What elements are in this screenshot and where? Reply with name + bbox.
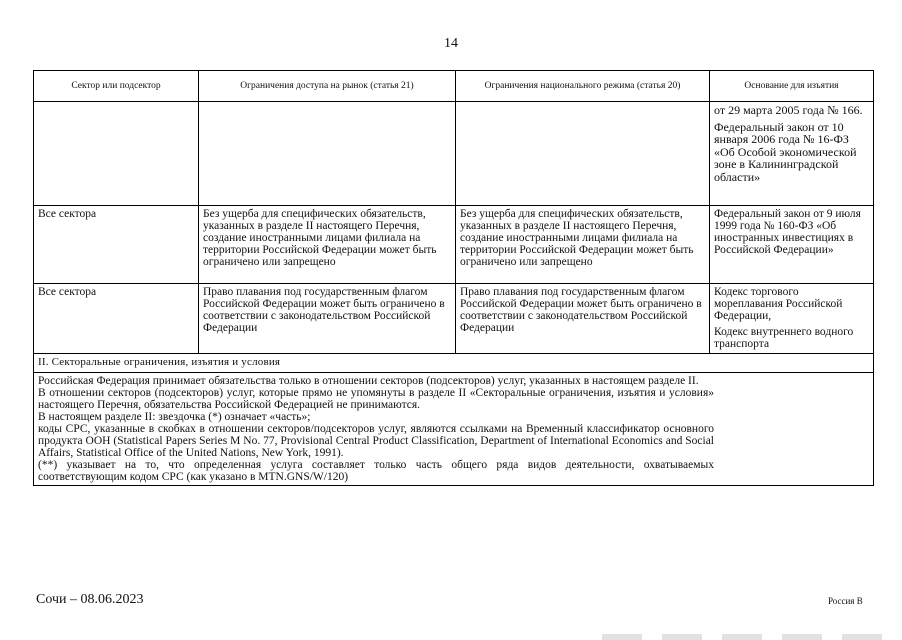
cell-sector: Все сектора [34, 284, 199, 354]
section-title: II. Секторальные ограничения, изъятия и условия [34, 354, 874, 373]
cell-basis [710, 102, 874, 206]
basis-line: Кодекс внутреннего водного транспорта [714, 326, 854, 350]
header-market-access: Ограничения доступа на рынок (статья 21) [199, 71, 456, 102]
cell-basis: Федеральный закон от 9 июля 1999 года № 160-ФЗ «Об иностранных инвестициях в Российской Федерации» [710, 206, 874, 284]
header-sector: Сектор или подсектор [34, 71, 199, 102]
cell-national-treatment-empty [456, 102, 710, 206]
intro-paragraph: коды СРС, указанные в скобках в отношении секторов/подсекторов услуг, являются ссылками на Временный классификатор основного продукта ООН (Statistical Papers Series M No. 77, Provisional Central Product Classification, Department of International Economics and Social Affairs, Statistical Office of the United Nations, New York, 1991). [38, 423, 714, 459]
section-title-row [34, 354, 874, 373]
scan-artifact [602, 634, 892, 640]
cell-sector-empty [34, 102, 199, 206]
table-row [34, 284, 874, 354]
table-row [34, 206, 874, 284]
cell-market-access: Без ущерба для специфических обязательств, указанных в разделе II настоящего Перечня, создание иностранными лицами филиала на территории Российской Федерации может быть ограничено или запрещено [199, 206, 456, 284]
intro-cell [34, 373, 874, 486]
cell-market-access: Право плавания под государственным флагом Российской Федерации может быть ограничено в соответствии с законодательством Российской Федерации [199, 284, 456, 354]
cell-national-treatment: Без ущерба для специфических обязательств, указанных в разделе II настоящего Перечня, создание иностранными лицами филиала на территории Российской Федерации может быть ограничено или запрещено [456, 206, 710, 284]
basis-line: от 29 марта 2005 года № 166. [714, 103, 863, 117]
intro-paragraph: Российская Федерация принимает обязательства только в отношении секторов (подсекторов) услуг, указанных в настоящем разделе II. [38, 375, 699, 387]
intro-paragraph: В отношении секторов (подсекторов) услуг, которые прямо не упомянуты в разделе II «Секторальные ограничения, изъятия и условия» настоящего Перечня, обязательства Российской Федерацией не принимаются. [38, 387, 714, 411]
intro-text [38, 375, 714, 483]
cell-basis [710, 284, 874, 354]
table-header-row [34, 71, 874, 102]
cell-market-access-empty [199, 102, 456, 206]
footer-date: Сочи – 08.06.2023 [36, 592, 144, 607]
commitments-table [33, 70, 874, 486]
cell-sector: Все сектора [34, 206, 199, 284]
intro-paragraph: (**) указывает на то, что определенная услуга составляет только часть общего ряда видов деятельности, охватываемых соответствующим кодом СРС (как указано в MTN.GNS/W/120) [38, 459, 714, 483]
table-row [34, 102, 874, 206]
header-national-treatment: Ограничения национального режима (статья 20) [456, 71, 710, 102]
basis-line: Федеральный закон от 10 января 2006 года № 16-ФЗ «Об Особой экономической зоне в Калининградской области» [714, 119, 857, 184]
footer-code: Россия В [828, 596, 863, 606]
intro-row [34, 373, 874, 486]
cell-national-treatment: Право плавания под государственным флагом Российской Федерации может быть ограничено в соответствии с законодательством Российской Федерации [456, 284, 710, 354]
header-basis: Основание для изъятия [710, 71, 874, 102]
basis-line: Кодекс торгового мореплавания Российской Федерации, [714, 286, 843, 322]
page-number: 14 [444, 36, 458, 51]
intro-paragraph: В настоящем разделе II: звездочка (*) означает «часть»; [38, 411, 311, 423]
